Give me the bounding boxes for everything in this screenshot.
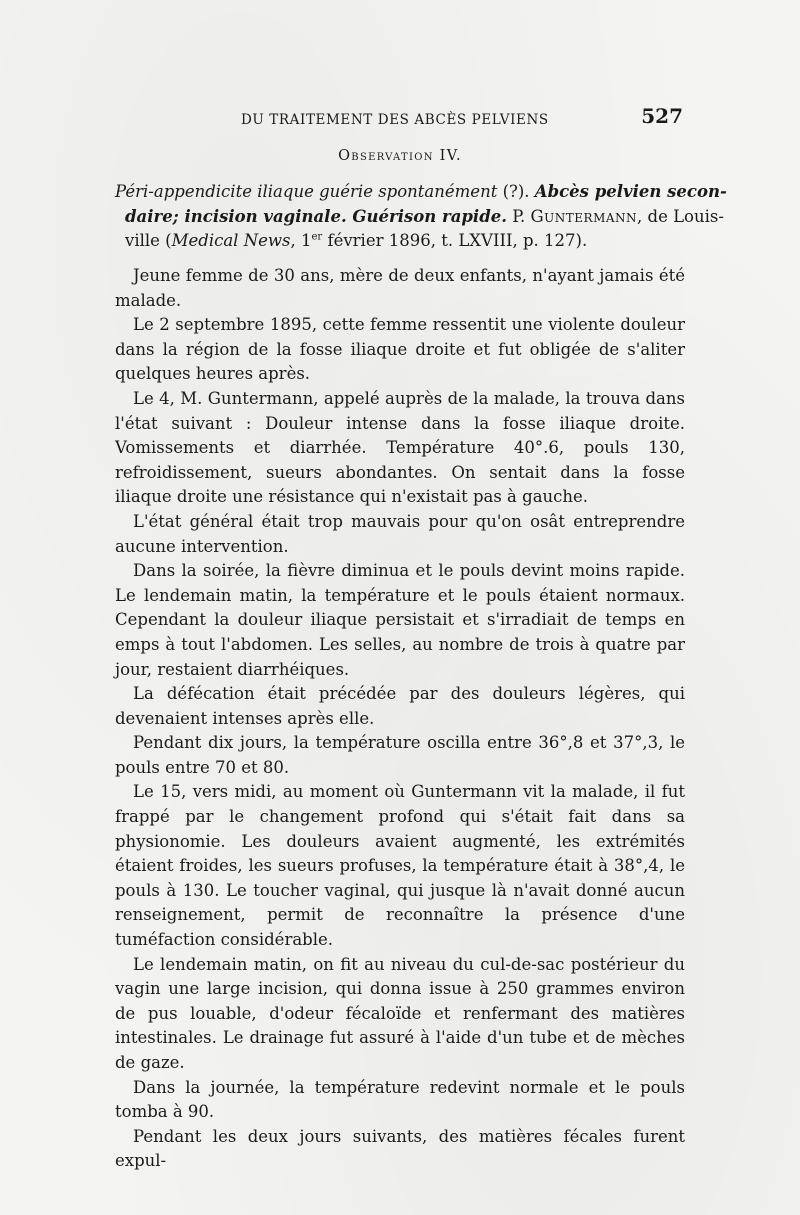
running-head: DU TRAITEMENT DES ABCÈS PELVIENS bbox=[241, 112, 549, 128]
title-line-2: daire; incision vaginale. Guérison rapide. P. Guntermann, de Louis- bbox=[125, 206, 724, 226]
observation-label: Observation IV. bbox=[338, 148, 462, 164]
observation-title-block bbox=[115, 180, 727, 254]
paragraph: Pendant les deux jours suivants, des matières fécales furent expul- bbox=[115, 1126, 685, 1171]
paragraph: La défécation était précédée par des douleurs légères, qui devenaient intenses après elle. bbox=[115, 684, 685, 728]
author-name: Guntermann bbox=[530, 206, 638, 226]
paragraph: Le 4, M. Guntermann, appelé auprès de la malade, la trouva dans l'état suivant : Douleur intense dans la fosse iliaque droite. Vomissements et diarrhée. Température 40°.6, pouls 130, refroidissement, sueurs abondantes. On sentait dans la fosse iliaque droite une résistance qui n'existait pas à gauche. bbox=[115, 388, 685, 507]
paragraph: Le 2 septembre 1895, cette femme ressentit une violente douleur dans la région de la fosse iliaque droite et fut obligée de s'aliter quelques heures après. bbox=[115, 315, 685, 384]
paragraph: Le 15, vers midi, au moment où Guntermann vit la malade, il fut frappé par le changement profond qui s'était fait dans sa physionomie. Les douleurs avaient augmenté, les extrémités étaient froides, les sueurs profuses, la température était à 38°,4, le pouls à 130. Le toucher vaginal, qui jusque là n'avait donné aucun renseignement, permit de reconnaître la présence d'une tuméfaction considérable. bbox=[115, 782, 685, 950]
paragraph: Jeune femme de 30 ans, mère de deux enfants, n'ayant jamais été malade. bbox=[115, 266, 685, 310]
observation-heading bbox=[0, 148, 800, 164]
title-line-1: Péri-appendicite iliaque guérie spontanément (?). Abcès pelvien secon- bbox=[115, 182, 727, 201]
paragraph: Pendant dix jours, la température oscilla entre 36°,8 et 37°,3, le pouls entre 70 et 80. bbox=[115, 733, 685, 777]
paragraph: Dans la soirée, la fièvre diminua et le pouls devint moins rapide. Le lendemain matin, la température et le pouls étaient normaux. Cependant la douleur iliaque persistait et s'irradiait de temps en emps à tout l'abdomen. Les selles, au nombre de trois à quatre par jour, restaient diarrhéiques. bbox=[115, 561, 685, 679]
body-text bbox=[115, 264, 685, 1174]
page-number: 527 bbox=[641, 104, 683, 128]
page-header bbox=[115, 104, 683, 134]
title-line-3: ville (Medical News, 1er février 1896, t. LXVIII, p. 127). bbox=[125, 231, 588, 250]
paragraph: Le lendemain matin, on fit au niveau du cul-de-sac postérieur du vagin une large incision, qui donna issue à 250 grammes environ de pus louable, d'odeur fécaloïde et renfermant des matières intestinales. Le drainage fut assuré à l'aide d'un tube et de mèches de gaze. bbox=[115, 954, 685, 1072]
journal-name: Medical News bbox=[171, 231, 291, 250]
paragraph: Dans la journée, la température redevint normale et le pouls tomba à 90. bbox=[115, 1077, 685, 1122]
paragraph: L'état général était trop mauvais pour qu'on osât entreprendre aucune intervention. bbox=[115, 511, 685, 556]
